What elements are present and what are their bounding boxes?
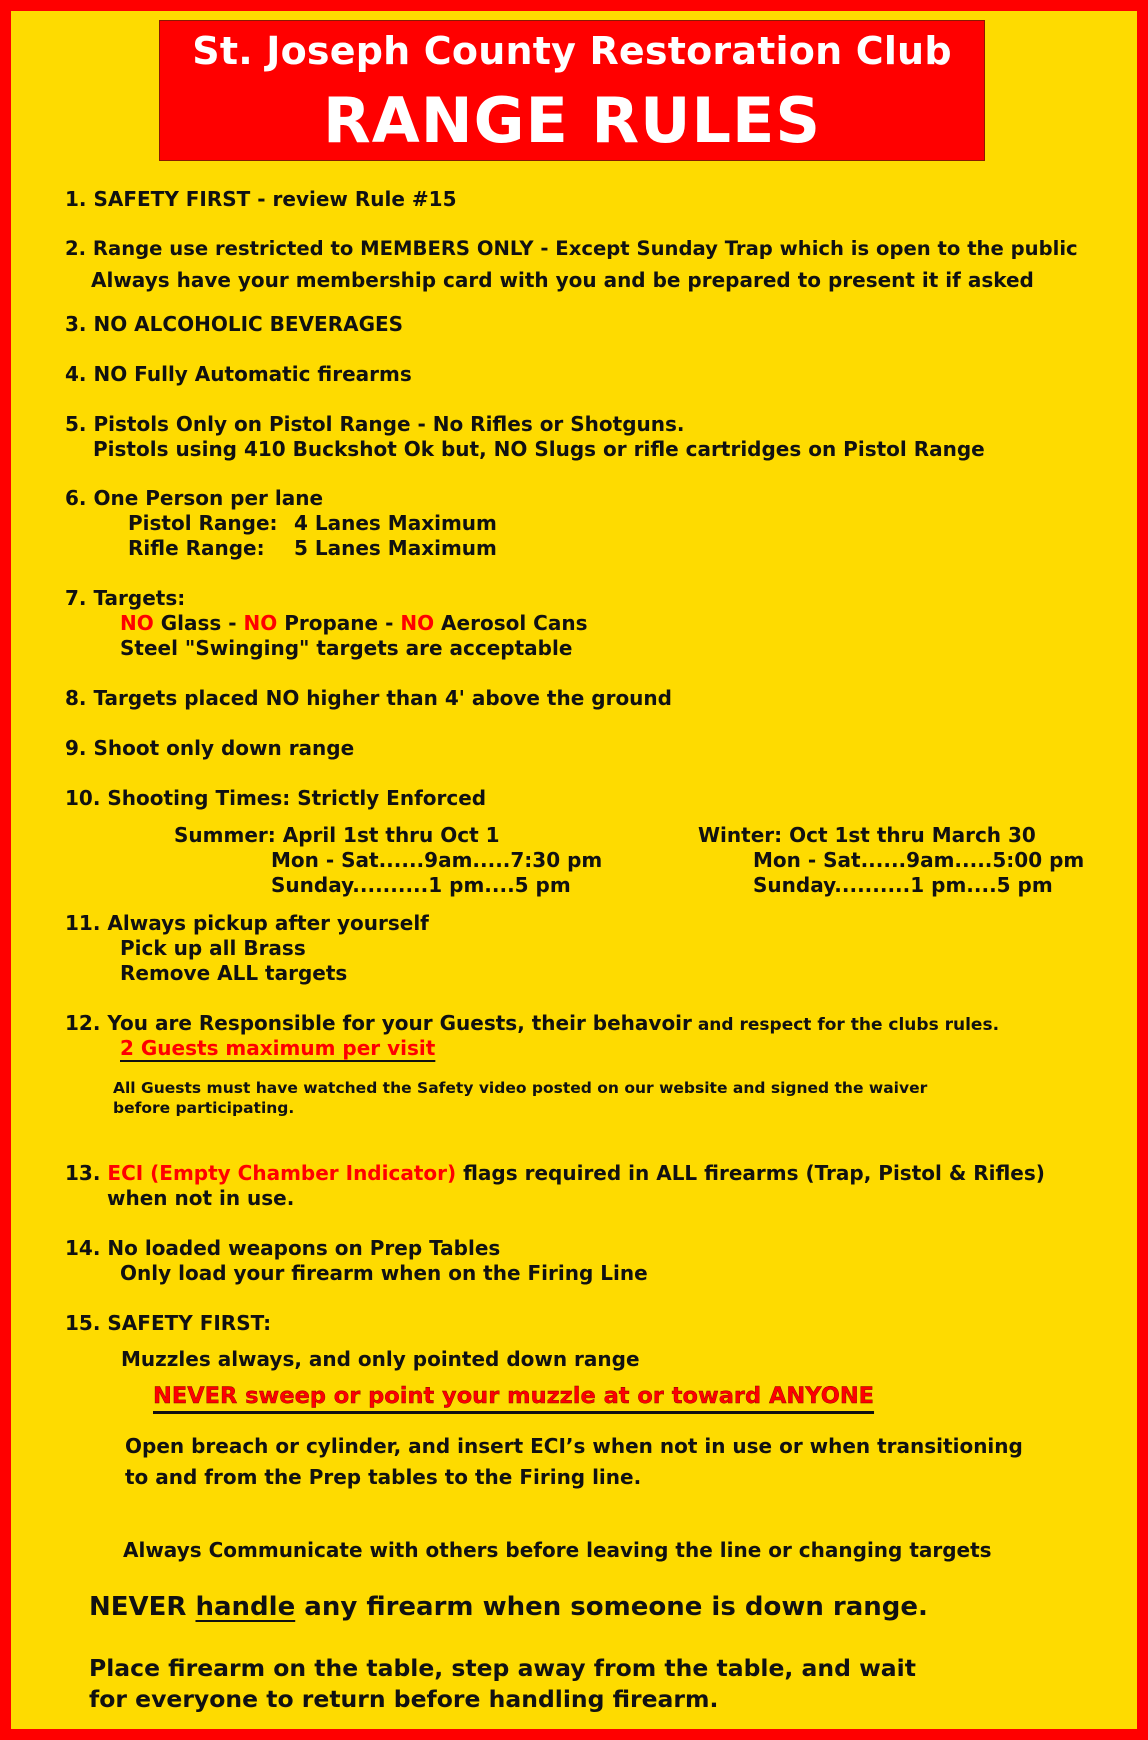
rule-13-rest: flags required in ALL firearms (Trap, Pistol & Rifles) — [456, 1161, 1045, 1185]
rule-2-line-2: Always have your membership card with you and be prepared to present it if asked — [91, 268, 1034, 292]
rule-10: 10. Shooting Times: Strictly Enforced — [65, 786, 487, 810]
rule-4: 4. NO Fully Automatic firearms — [65, 362, 412, 386]
rule-7-line-3: Steel "Swinging" targets are acceptable — [120, 636, 573, 660]
rule-12-part-1: 12. You are Responsible for your Guests, their behavoir — [65, 1011, 692, 1035]
rule-1: 1. SAFETY FIRST - review Rule #15 — [65, 187, 457, 211]
rule-7-line-2 — [120, 611, 587, 635]
communicate-rule: Always Communicate with others before leaving the line or changing targets — [123, 1538, 992, 1562]
rule-3: 3. NO ALCOHOLIC BEVERAGES — [65, 312, 404, 336]
rule-14-line-2: Only load your firearm when on the Firing Line — [120, 1261, 648, 1285]
guest-note-line-2: before participating. — [113, 1099, 295, 1117]
never-sweep-warning: NEVER sweep or point your muzzle at or toward ANYONE — [153, 1383, 875, 1409]
muzzles-rule: Muzzles always, and only pointed down range — [121, 1347, 640, 1371]
summer-weekday-hours: Mon - Sat......9am.....7:30 pm — [271, 848, 603, 872]
rule-11-line-3: Remove ALL targets — [120, 961, 348, 985]
rule-13-prefix: 13. — [65, 1161, 108, 1185]
rule-13-line-2: when not in use. — [107, 1186, 295, 1210]
rule-6-line-1: 6. One Person per lane — [65, 486, 324, 510]
rule-13-line-1 — [65, 1161, 1045, 1185]
pistol-range-value: 4 Lanes Maximum — [294, 511, 497, 535]
never-handle-warning — [89, 1591, 928, 1623]
winter-sunday-hours: Sunday..........1 pm....5 pm — [753, 873, 1053, 897]
rule-8: 8. Targets placed NO higher than 4' above the ground — [65, 686, 672, 710]
eci-label: ECI (Empty Chamber Indicator) — [107, 1161, 457, 1185]
breach-rule-line-1: Open breach or cylinder, and insert ECI’s when not in use or when transitioning — [125, 1434, 1023, 1458]
pistol-range-label: Pistol Range: — [128, 511, 278, 535]
rule-5-line-1: 5. Pistols Only on Pistol Range - No Rifles or Shotguns. — [65, 412, 685, 436]
rule-2-line-1: 2. Range use restricted to MEMBERS ONLY - Except Sunday Trap which is open to the public — [65, 237, 1078, 260]
poster-title: RANGE RULES — [322, 84, 822, 157]
rule-7-line-1: 7. Targets: — [65, 586, 186, 610]
place-firearm-line-2: for everyone to return before handling firearm. — [89, 1685, 719, 1713]
range-rules-poster — [11, 11, 1137, 1729]
no-propane-label: NO — [243, 611, 278, 635]
no-glass-label: NO — [120, 611, 154, 635]
breach-rule-line-2: to and from the Prep tables to the Firing line. — [125, 1465, 642, 1489]
summer-sunday-hours: Sunday..........1 pm....5 pm — [271, 873, 571, 897]
glass-label: Glass - — [153, 611, 244, 635]
rule-12-line-1 — [65, 1011, 999, 1037]
rule-5-line-2: Pistols using 410 Buckshot Ok but, NO Slugs or rifle cartridges on Pistol Range — [93, 437, 985, 461]
no-aerosol-label: NO — [400, 611, 435, 635]
rule-15-title: 15. SAFETY FIRST: — [65, 1311, 272, 1335]
rule-11-line-2: Pick up all Brass — [120, 936, 306, 960]
summer-title: Summer: April 1st thru Oct 1 — [174, 823, 500, 847]
propane-label: Propane - — [277, 611, 401, 635]
guest-note-line-1: All Guests must have watched the Safety video posted on our website and signed the waiver — [113, 1079, 928, 1097]
aerosol-label: Aerosol Cans — [434, 611, 588, 635]
rule-12-part-2: and respect for the clubs rules. — [691, 1015, 1000, 1035]
club-name: St. Joseph County Restoration Club — [192, 29, 952, 73]
winter-title: Winter: Oct 1st thru March 30 — [698, 823, 1036, 847]
guests-maximum: 2 Guests maximum per visit — [120, 1036, 436, 1060]
never-handle-prefix: NEVER — [89, 1592, 196, 1622]
rule-11-line-1: 11. Always pickup after yourself — [65, 911, 429, 935]
rule-9: 9. Shoot only down range — [65, 736, 355, 760]
rifle-range-value: 5 Lanes Maximum — [294, 536, 497, 560]
never-handle-rest: any firearm when someone is down range. — [295, 1592, 928, 1622]
header-banner — [159, 20, 985, 161]
rule-14-line-1: 14. No loaded weapons on Prep Tables — [65, 1236, 501, 1260]
winter-weekday-hours: Mon - Sat......9am.....5:00 pm — [753, 848, 1085, 872]
rifle-range-label: Rifle Range: — [128, 536, 265, 560]
place-firearm-line-1: Place firearm on the table, step away from the table, and wait — [89, 1654, 916, 1682]
handle-word: handle — [195, 1592, 296, 1622]
